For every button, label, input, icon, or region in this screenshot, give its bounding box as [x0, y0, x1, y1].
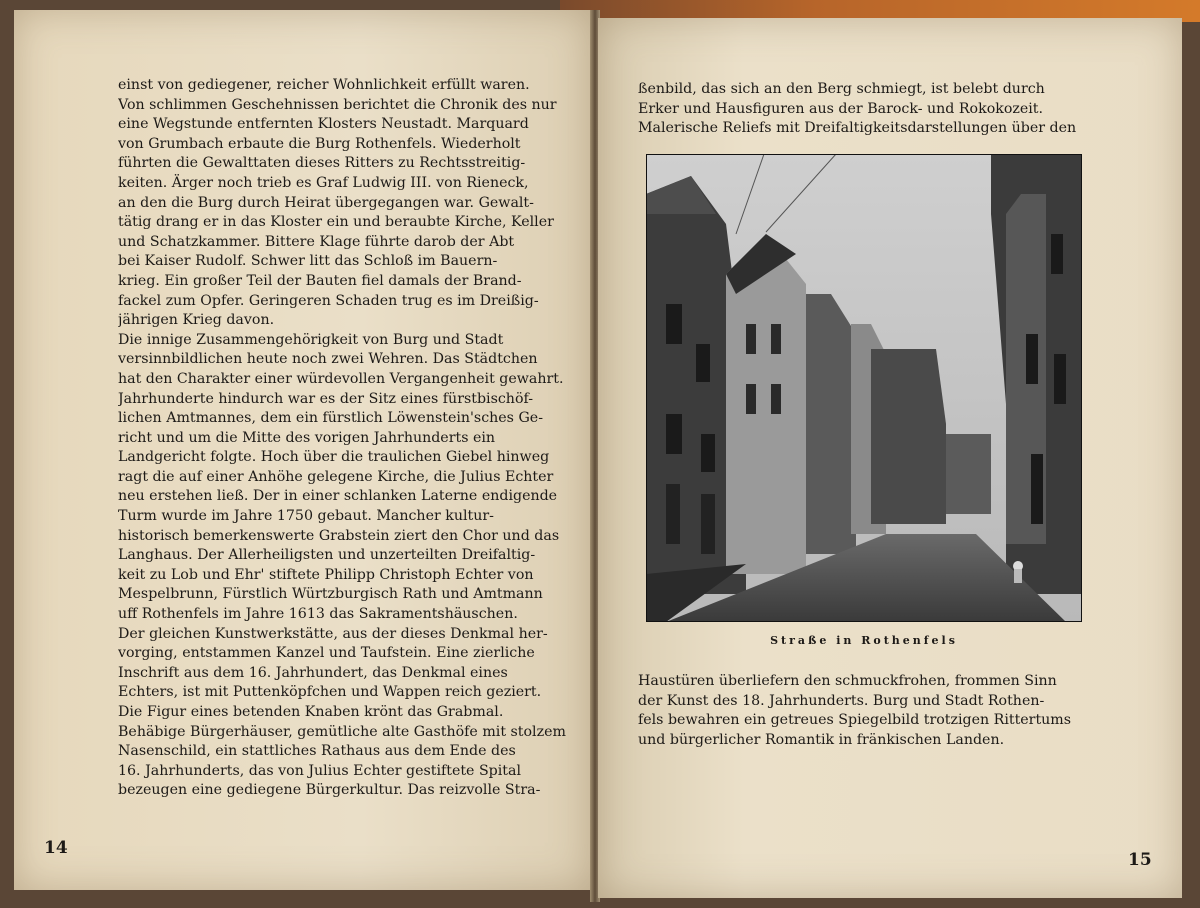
text-line: uff Rothenfels im Jahre 1613 das Sakramentshäuschen. [118, 606, 518, 623]
text-line: Jahrhunderte hindurch war es der Sitz eines fürstbischöf- [118, 390, 534, 407]
text-line: Langhaus. Der Allerheiligsten und unzerteilten Dreifaltig- [118, 547, 536, 564]
text-line: Die Figur eines betenden Knaben krönt das Grabmal. [118, 704, 504, 720]
text-line: Landgericht folgte. Hoch über die traulichen Giebel hinweg [118, 449, 550, 466]
text-line: 16. Jahrhunderts, das von Julius Echter gestiftete Spital [118, 762, 521, 779]
text-line: eine Wegstunde entfernten Klosters Neustadt. Marquard [118, 116, 529, 133]
text-line: Haustüren überliefern den schmuckfrohen, frommen Sinn [638, 673, 1057, 689]
text-line: richt und um die Mitte des vorigen Jahrhunderts ein [118, 429, 496, 446]
text-line: vorging, entstammen Kanzel und Taufstein. Eine zierliche [118, 645, 535, 662]
text-line: Mespelbrunn, Fürstlich Würtzburgisch Rath und Amtmann [118, 586, 543, 603]
left-page-text [118, 76, 574, 801]
left-page [14, 10, 592, 890]
page-number-right: 15 [1128, 850, 1152, 870]
text-line: Behäbige Bürgerhäuser, gemütliche alte Gasthöfe mit stolzem [118, 723, 566, 740]
text-line: krieg. Ein großer Teil der Bauten fiel damals der Brand- [118, 272, 522, 289]
text-line: neu erstehen ließ. Der in einer schlanken Laterne endigende [118, 488, 558, 505]
text-line: führten die Gewalttaten dieses Ritters zu Rechtsstreitig- [118, 155, 526, 172]
text-line: jährigen Krieg davon. [118, 312, 275, 329]
text-line: ßenbild, das sich an den Berg schmiegt, ist belebt durch [638, 81, 1045, 97]
right-page-text-bottom [638, 672, 1084, 750]
right-page [598, 18, 1182, 898]
text-line: lichen Amtmannes, dem ein fürstlich Löwenstein'sches Ge- [118, 410, 543, 427]
text-line: fackel zum Opfer. Geringeren Schaden trug es im Dreißig- [118, 292, 539, 309]
text-line: bei Kaiser Rudolf. Schwer litt das Schloß im Bauern- [118, 253, 498, 270]
text-line: einst von gediegener, reicher Wohnlichkeit erfüllt waren. [118, 77, 530, 93]
right-page-text-top [638, 80, 1080, 139]
photo-caption: Straße in Rothenfels [770, 634, 958, 647]
text-line: versinnbildlichen heute noch zwei Wehren. Das Städtchen [118, 351, 538, 368]
text-line: Echters, ist mit Puttenköpfchen und Wappen reich geziert. [118, 684, 542, 701]
text-line: keiten. Ärger noch trieb es Graf Ludwig III. von Rieneck, [118, 174, 529, 191]
text-line: Malerische Reliefs mit Dreifaltigkeitsdarstellungen über den [638, 120, 1077, 137]
text-line: fels bewahren ein getreues Spiegelbild trotzigen Rittertums [638, 712, 1072, 729]
text-line: tätig drang er in das Kloster ein und beraubte Kirche, Keller [118, 214, 554, 231]
text-line: der Kunst des 18. Jahrhunderts. Burg und Stadt Rothen- [638, 692, 1045, 709]
text-line: Nasenschild, ein stattliches Rathaus aus dem Ende des [118, 743, 516, 760]
text-line: ragt die auf einer Anhöhe gelegene Kirche, die Julius Echter [118, 468, 554, 485]
text-line: und bürgerlicher Romantik in fränkischen Landen. [638, 731, 1005, 748]
text-line: keit zu Lob und Ehr' stiftete Philipp Christoph Echter von [118, 566, 534, 583]
text-line: von Grumbach erbaute die Burg Rothenfels. Wiederholt [118, 135, 521, 152]
text-line: bezeugen eine gediegene Bürgerkultur. Das reizvolle Stra- [118, 782, 541, 799]
text-line: Die innige Zusammengehörigkeit von Burg und Stadt [118, 331, 504, 348]
text-line: hat den Charakter einer würdevollen Vergangenheit gewahrt. [118, 370, 564, 387]
text-line: Von schlimmen Geschehnissen berichtet die Chronik des nur [118, 96, 557, 113]
text-line: an den die Burg durch Heirat übergegangen war. Gewalt- [118, 194, 534, 211]
text-line: Inschrift aus dem 16. Jahrhundert, das Denkmal eines [118, 664, 508, 681]
text-line: historisch bemerkenswerte Grabstein ziert den Chor und das [118, 527, 560, 544]
text-line: und Schatzkammer. Bittere Klage führte darob der Abt [118, 233, 515, 250]
street-photo [646, 154, 1082, 622]
text-line: Turm wurde im Jahre 1750 gebaut. Mancher kultur- [118, 508, 494, 525]
page-number-left: 14 [44, 838, 68, 858]
text-line: Erker und Hausfiguren aus der Barock- und Rokokozeit. [638, 100, 1043, 117]
text-line: Der gleichen Kunstwerkstätte, aus der dieses Denkmal her- [118, 625, 548, 642]
